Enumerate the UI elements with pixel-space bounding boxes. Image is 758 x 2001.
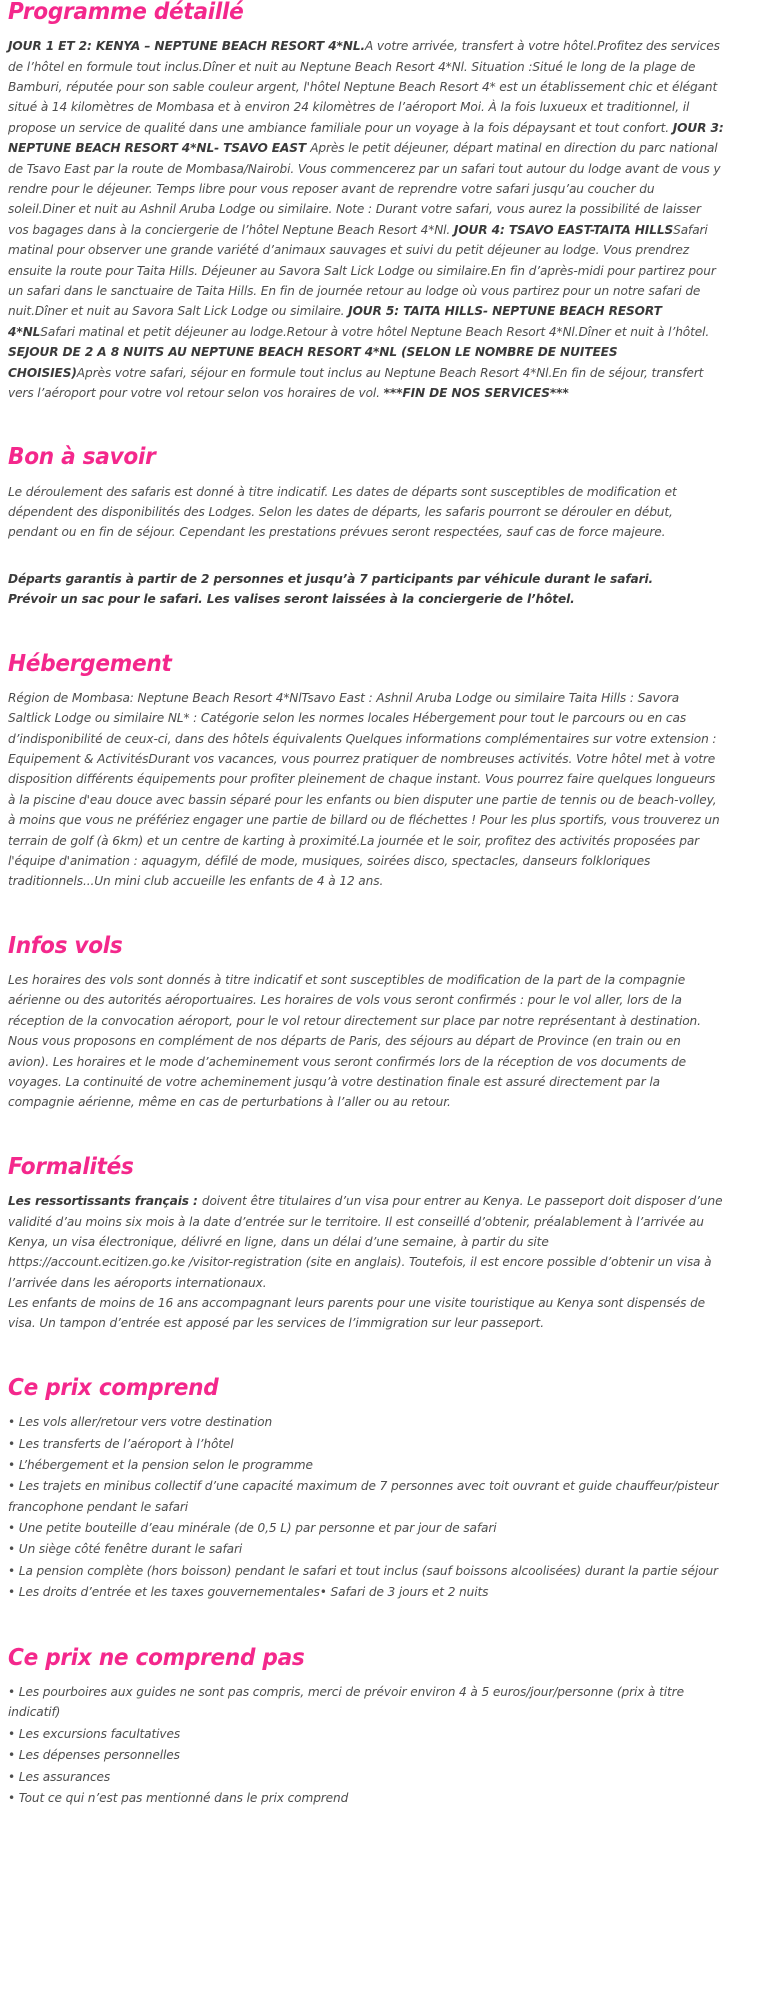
list-item: • Les pourboires aux guides ne sont pas compris, merci de prévoir environ 4 à 5 euros/jour/personne (prix à titre indicatif): [8, 1682, 724, 1723]
hebergement-paragraph: Région de Mombasa: Neptune Beach Resort 4*NlTsavo East : Ashnil Aruba Lodge ou similaire Taita Hills : Savora Saltlick Lodge ou similaire NL* : Catégorie selon les normes locales Hébergement pour tout le parcours ou en cas d’indisponibilité de ceux-ci, dans des hôtels équivalents Quelques informations complémentaires sur votre extension : Equipement & ActivitésDurant vos vacances, vous pourrez pratiquer de nombreuses activités. Votre hôtel met à votre disposition différents équipements pour profiter pleinement de chaque instant. Vous pourrez faire quelques longueurs à la piscine d'eau douce avec bassin séparé pour les enfants ou bien disputer une partie de tennis ou de beach-volley, à moins que vous ne préfériez engager une partie de billard ou de fléchettes ! Pour les plus sportifs, vous trouverez un terrain de golf (à 6km) et un centre de karting à proximité.La journée et le soir, profitez des activités proposées par l'équipe d'animation : aquagym, défilé de mode, musiques, soirées disco, spectacles, danseurs folkloriques traditionnels...Un mini club accueille les enfants de 4 à 12 ans.: [8, 689, 720, 889]
list-item: • Tout ce qui n’est pas mentionné dans le prix comprend: [8, 1788, 724, 1808]
spacer: [8, 610, 750, 652]
programme-day-heading: JOUR 5: TAITA HILLS- NEPTUNE BEACH RESORT 4*NL: [8, 303, 662, 339]
spacer: [8, 1671, 750, 1682]
programme-day-text: A votre arrivée, transfert à votre hôtel.Profitez des services de l’hôtel en formule tout inclus.Dîner et nuit au Neptune Beach Resort 4*Nl. Situation :Situé le long de la plage de Bamburi, réputée pour son sable couleur argent, l'hôtel Neptune Beach Resort 4* est un établissement chic et élégant situé à 14 kilomètres de Mombasa et à environ 24 kilomètres de l’aéroport Moi. À la fois luxueux et traditionnel, il propose un service de qualité dans une ambiance familiale pour un voyage à la fois dépaysant et tout confort.: [8, 38, 720, 135]
list-item: • Les vols aller/retour vers votre destination: [8, 1412, 724, 1432]
programme-day-heading: JOUR 3: NEPTUNE BEACH RESORT 4*NL- TSAVO EAST: [8, 119, 724, 156]
section-title-programme: Programme détaillé: [8, 0, 244, 25]
prix-ne-comprend-pas-list: [8, 1682, 750, 1808]
formalites-body-1: doivent être titulaires d’un visa pour entrer au Kenya. Le passeport doit disposer d’une validité d’au moins six mois à la date d’entrée sur le territoire. Il est conseillé d’obtenir, préalablement à l’arrivée au Kenya, un visa électronique, délivré en ligne, dans un délai d’une semaine, à partir du site https://account.ecitizen.go.ke /visitor-registration (site en anglais). Toutefois, il est encore possible d’obtenir un visa à l’arrivée dans les aéroports internationaux.: [8, 1193, 723, 1290]
programme-day-heading: JOUR 1 ET 2: KENYA – NEPTUNE BEACH RESORT 4*NL.: [8, 38, 365, 54]
programme-body: [8, 36, 724, 403]
spacer: [8, 25, 750, 36]
list-item: • Les assurances: [8, 1767, 724, 1787]
spacer: [8, 471, 750, 482]
spacer: [8, 1401, 750, 1412]
section-title-formalites: Formalités: [8, 1153, 134, 1180]
list-item: • Les trajets en minibus collectif d’une capacité maximum de 7 personnes avec toit ouvrant et guide chauffeur/pisteur francophone pendant le safari: [8, 1476, 724, 1517]
section-title-infos-vols: Infos vols: [8, 932, 123, 959]
bon-a-savoir-note-2: Prévoir un sac pour le safari. Les valises seront laissées à la conciergerie de l’hôtel.: [8, 591, 575, 607]
spacer: [8, 1180, 750, 1191]
list-item: • Les transferts de l’aéroport à l’hôtel: [8, 1434, 724, 1454]
list-item: • Un siège côté fenêtre durant le safari: [8, 1539, 724, 1559]
infos-vols-paragraph-2: Nous vous proposons en complément de nos départs de Paris, des séjours au départ de Province (en train ou en avion). Les horaires et le mode d’acheminement vous seront confirmés lors de la réception de vos documents de voyages. La continuité de votre acheminement jusqu’à votre destination finale est assuré directement par la compagnie aérienne, même en cas de perturbations à l’aller ou au retour.: [8, 1033, 687, 1110]
spacer: [8, 892, 750, 934]
programme-day-heading: ***FIN DE NOS SERVICES***: [383, 384, 569, 400]
formalites-lead: Les ressortissants français :: [8, 1193, 202, 1209]
section-title-prix-comprend: Ce prix comprend: [8, 1374, 219, 1401]
formalites-paragraph-1: [8, 1191, 724, 1293]
list-item: • Les droits d’entrée et les taxes gouvernementales• Safari de 3 jours et 2 nuits: [8, 1582, 724, 1602]
programme-day-heading: JOUR 4: TSAVO EAST-TAITA HILLS: [453, 221, 674, 237]
spacer: [8, 677, 750, 688]
infos-vols-paragraph-1: Les horaires des vols sont donnés à titre indicatif et sont susceptibles de modification de la part de la compagnie aérienne ou des autorités aéroportuaires. Les horaires de vols vous seront confirmés : pour le vol aller, lors de la réception de la convocation aéroport, pour le vol retour directement sur place par notre représentant à destination.: [8, 972, 701, 1028]
programme-day-heading: SEJOUR DE 2 A 8 NUITS AU NEPTUNE BEACH RESORT 4*NL (SELON LE NOMBRE DE NUITEES CHOISIES): [8, 344, 618, 380]
formalites-paragraph-2: Les enfants de moins de 16 ans accompagnant leurs parents pour une visite touristique au Kenya sont dispensés de visa. Un tampon d’entrée est apposé par les services de l’immigration sur leur passeport.: [8, 1295, 706, 1331]
section-title-bon-a-savoir: Bon à savoir: [8, 444, 156, 471]
programme-day-text: Safari matinal et petit déjeuner au lodge.Retour à votre hôtel Neptune Beach Resort 4*Nl.Dîner et nuit à l’hôtel.: [40, 323, 710, 339]
section-title-prix-ne-comprend-pas: Ce prix ne comprend pas: [8, 1644, 305, 1671]
spacer: [8, 543, 750, 563]
spacer: [8, 959, 750, 970]
spacer: [8, 403, 750, 445]
list-item: • Une petite bouteille d’eau minérale (de 0,5 L) par personne et par jour de safari: [8, 1518, 724, 1538]
section-title-hebergement: Hébergement: [8, 650, 172, 677]
bon-a-savoir-note-1: Départs garantis à partir de 2 personnes et jusqu’à 7 participants par véhicule durant le safari.: [8, 570, 654, 586]
programme-day-text: Safari matinal pour observer une grande variété d’animaux sauvages et suivi du petit déjeuner au lodge. Vous prendrez ensuite la route pour Taita Hills. Déjeuner au Savora Salt Lick Lodge ou similaire.En fin d’après-midi pour partirez pour un safari dans le sanctuaire de Taita Hills. En fin de journée retour au lodge où vous partirez pour un notre safari de nuit.Dîner et nuit au Savora Salt Lick Lodge ou similaire.: [8, 221, 716, 319]
spacer: [8, 1113, 750, 1155]
list-item: • L’hébergement et la pension selon le programme: [8, 1455, 724, 1475]
spacer: [8, 1604, 750, 1646]
bon-a-savoir-paragraph: Le déroulement des safaris est donné à titre indicatif. Les dates de départs sont susceptibles de modification et dépendent des disponibilités des Lodges. Selon les dates de départs, les safaris pourront se dérouler en début, pendant ou en fin de séjour. Cependant les prestations prévues seront respectées, sauf cas de force majeure.: [8, 483, 677, 540]
programme-day-text: Après le petit déjeuner, départ matinal en direction du parc national de Tsavo East par la route de Mombasa/Nairobi. Vous commencerez par un safari tout autour du lodge avant de vous y rendre pour le déjeuner. Temps libre pour vous reposer avant de reprendre votre safari jusqu’au coucher du soleil.Diner et nuit au Ashnil Aruba Lodge ou similaire. Note : Durant votre safari, vous aurez la possibilité de laisser vos bagages dans à la conciergerie de l’hôtel Neptune Beach Resort 4*Nl.: [8, 140, 721, 237]
programme-day-text: Après votre safari, séjour en formule tout inclus au Neptune Beach Resort 4*Nl.En fin de séjour, transfert vers l’aéroport pour votre vol retour selon vos horaires de vol.: [8, 364, 704, 400]
list-item: • La pension complète (hors boisson) pendant le safari et tout inclus (sauf boissons alcoolisées) durant la partie séjour: [8, 1561, 724, 1581]
spacer: [8, 1334, 750, 1376]
list-item: • Les excursions facultatives: [8, 1724, 724, 1744]
prix-comprend-list: [8, 1412, 750, 1603]
list-item: • Les dépenses personnelles: [8, 1745, 724, 1765]
